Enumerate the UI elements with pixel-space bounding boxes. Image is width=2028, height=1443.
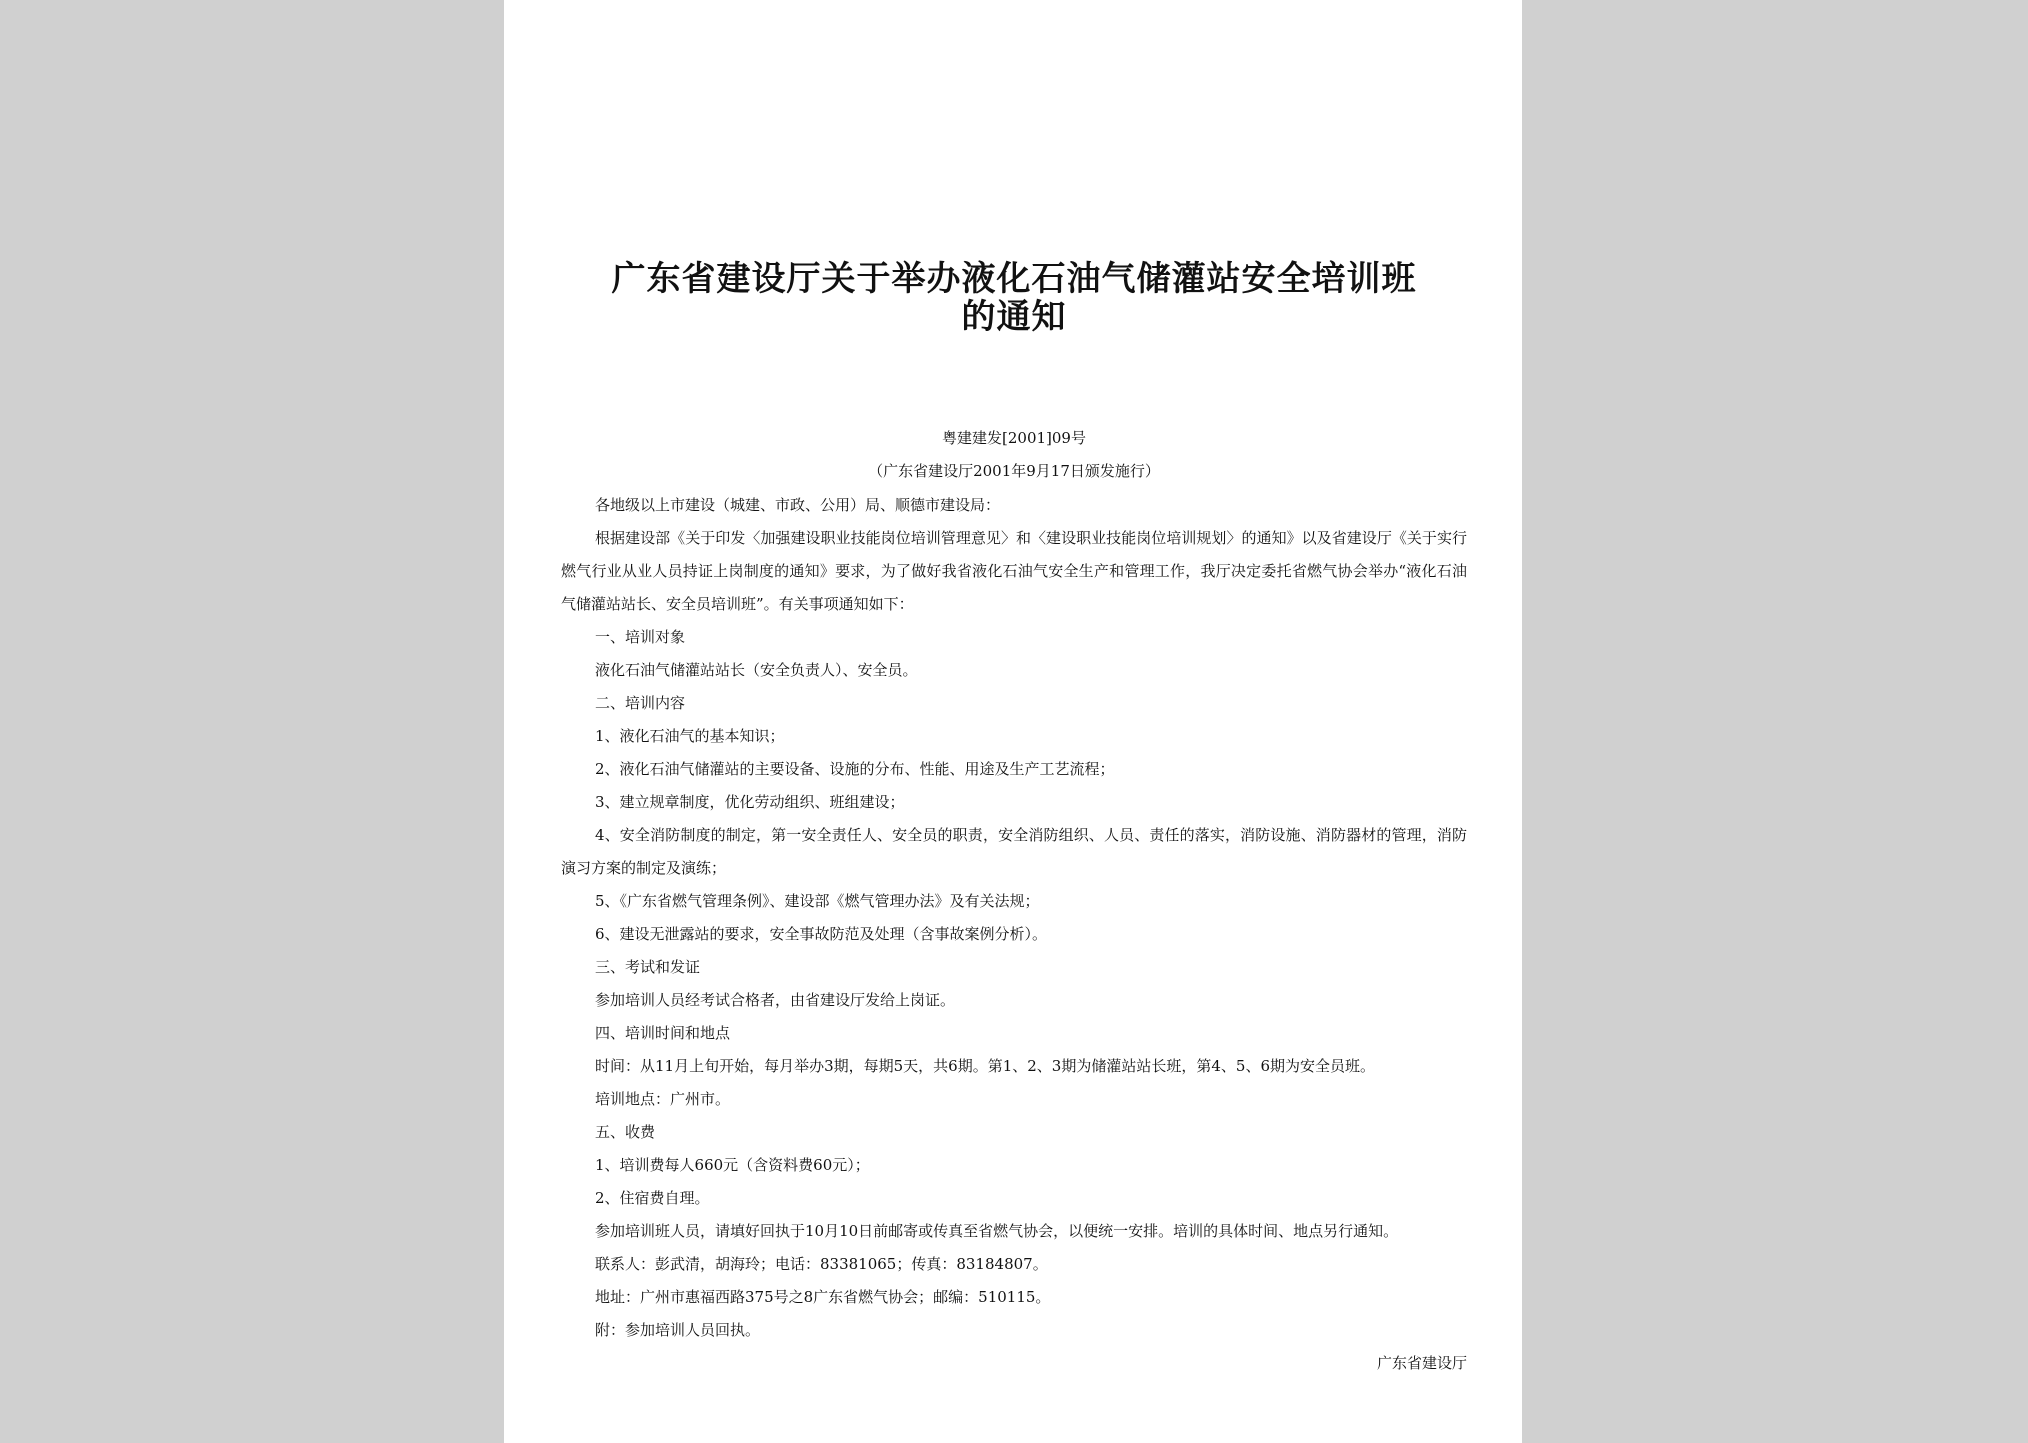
- list-item: 2、住宿费自理。: [595, 1189, 710, 1207]
- paragraph: 参加培训班人员，请填好回执于10月10日前邮寄或传真至省燃气协会，以便统一安排。培训的具体时间、地点另行通知。: [595, 1222, 1399, 1240]
- section-heading: 五、收费: [595, 1123, 656, 1141]
- paragraph: 参加培训人员经考试合格者，由省建设厅发给上岗证。: [595, 991, 956, 1009]
- address-line: 地址：广州市惠福西路375号之8广东省燃气协会；邮编：510115。: [595, 1288, 1051, 1306]
- section-heading: 四、培训时间和地点: [595, 1024, 731, 1042]
- document-content: [561, 260, 1467, 1380]
- paragraph-addressee: 各地级以上市建设（城建、市政、公用）局、顺德市建设局：: [595, 496, 1001, 514]
- paragraph: 液化石油气储灌站站长（安全负责人）、安全员。: [595, 661, 918, 679]
- list-item: 1、培训费每人660元（含资料费60元）；: [595, 1156, 870, 1174]
- contact-line: 联系人：彭武清，胡海玲；电话：83381065；传真：83184807。: [595, 1255, 1048, 1273]
- paragraph-intro: 根据建设部《关于印发〈加强建设职业技能岗位培训管理意见〉和〈建设职业技能岗位培训规划〉的通知》以及省建设厅《关于实行燃气行业从业人员持证上岗制度的通知》要求，为了做好我省液化石油气安全生产和管理工作，我厅决定委托省燃气协会举办“液化石油气储灌站站长、安全员培训班”。有关事项通知如下：: [561, 529, 1467, 613]
- title-line-1: 广东省建设厅关于举办液化石油气储灌站安全培训班: [611, 259, 1417, 299]
- title-line-2: 的通知: [961, 297, 1067, 337]
- section-heading: 一、培训对象: [595, 628, 686, 646]
- list-item: 2、液化石油气储灌站的主要设备、设施的分布、性能、用途及生产工艺流程；: [595, 760, 1115, 778]
- list-item: 4、安全消防制度的制定，第一安全责任人、安全员的职责，安全消防组织、人员、责任的落实，消防设施、消防器材的管理，消防演习方案的制定及演练；: [561, 826, 1467, 877]
- paragraph: 时间：从11月上旬开始，每月举办3期，每期5天，共6期。第1、2、3期为储灌站站长班，第4、5、6期为安全员班。: [595, 1057, 1375, 1075]
- document-page: [504, 0, 1522, 1443]
- document-number: 粤建建发[2001]09号: [942, 429, 1086, 447]
- section-heading: 二、培训内容: [595, 694, 686, 712]
- section-heading: 三、考试和发证: [595, 958, 701, 976]
- list-item: 6、建设无泄露站的要求，安全事故防范及处理（含事故案例分析）。: [595, 925, 1048, 943]
- list-item: 5、《广东省燃气管理条例》、建设部《燃气管理办法》及有关法规；: [595, 892, 1040, 910]
- list-item: 3、建立规章制度，优化劳动组织、班组建设；: [595, 793, 905, 811]
- paragraph: 培训地点：广州市。: [595, 1090, 731, 1108]
- list-item: 1、液化石油气的基本知识；: [595, 727, 785, 745]
- attachment-line: 附：参加培训人员回执。: [595, 1321, 761, 1339]
- document-title: [561, 260, 1467, 336]
- issue-note: （广东省建设厅2001年9月17日颁发施行）: [868, 462, 1160, 480]
- document-body: [561, 489, 1467, 1347]
- signature: 广东省建设厅: [1376, 1354, 1467, 1372]
